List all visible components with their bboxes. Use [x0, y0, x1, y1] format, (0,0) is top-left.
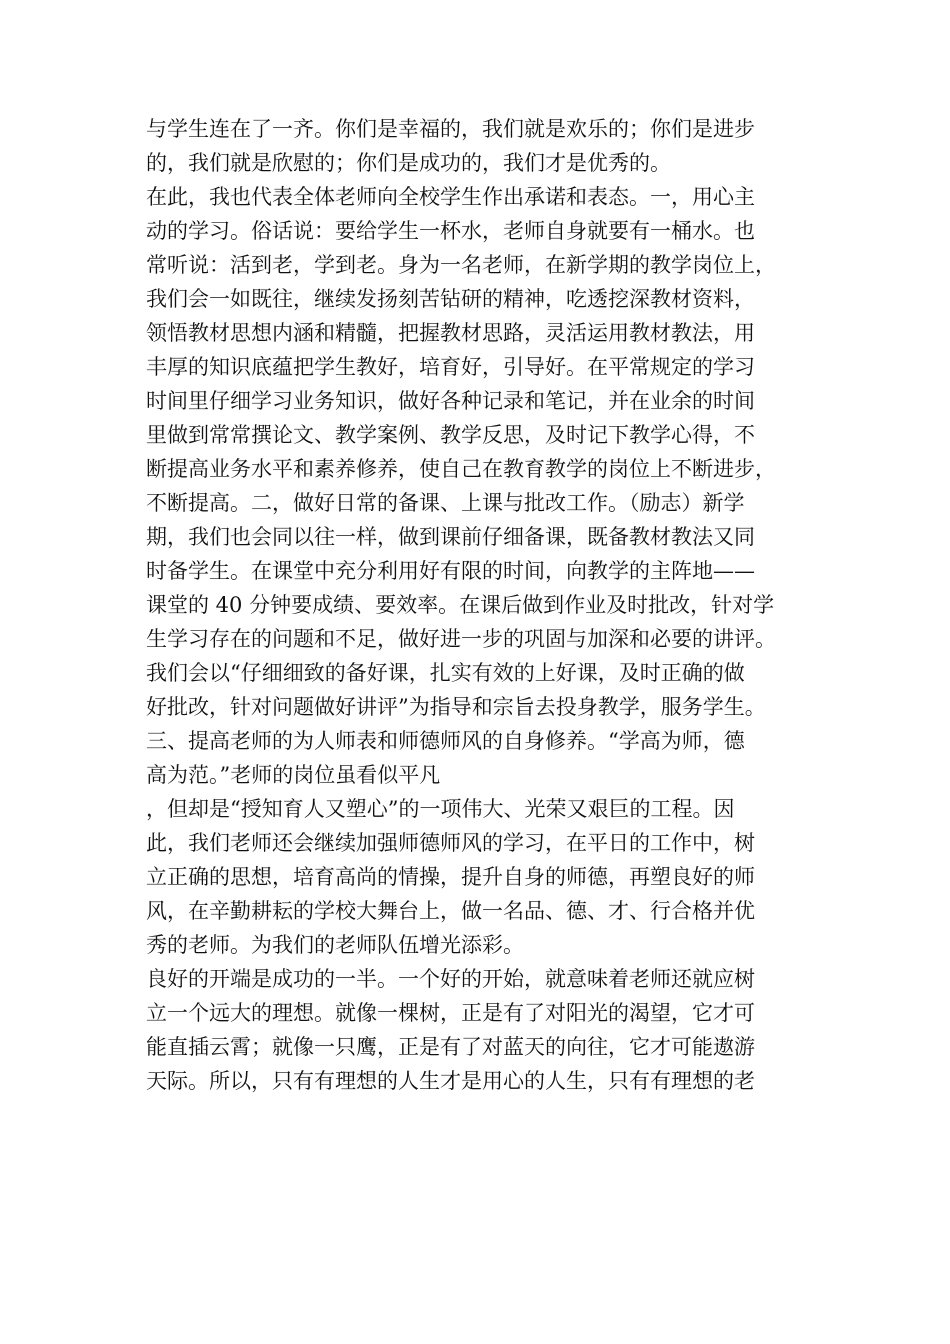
text-line: 丰厚的知识底蕴把学生教好，培育好，引导好。在平常规定的学习 [146, 355, 755, 379]
text-line: 的，我们就是欣慰的；你们是成功的，我们才是优秀的。 [146, 151, 671, 175]
text-line: 三、提高老师的为人师表和师德师风的自身修养。“学高为师，德 [146, 729, 745, 753]
text-line: 断提高业务水平和素养修养，使自己在教育教学的岗位上不断进步， [146, 457, 776, 481]
text-line: ，但却是“授知育人又塑心”的一项伟大、光荣又艰巨的工程。因 [146, 797, 735, 821]
text-line: 里做到常常撰论文、教学案例、教学反思，及时记下教学心得，不 [146, 423, 755, 447]
text-line: 我们会一如既往，继续发扬刻苦钻研的精神，吃透挖深教材资料， [146, 287, 755, 311]
text-line: 常听说：活到老，学到老。身为一名老师，在新学期的教学岗位上， [146, 253, 776, 277]
text-line: 我们会以“仔细细致的备好课，扎实有效的上好课，及时正确的做 [146, 661, 745, 685]
text-line: 良好的开端是成功的一半。一个好的开始，就意味着老师还就应树 [146, 967, 755, 991]
text-line: 立正确的思想，培育高尚的情操，提升自身的师德，再塑良好的师 [146, 865, 755, 889]
text-line: 时间里仔细学习业务知识，做好各种记录和笔记，并在业余的时间 [146, 389, 755, 413]
text-line: 在此，我也代表全体老师向全校学生作出承诺和表态。一，用心主 [146, 185, 755, 209]
text-line: 此，我们老师还会继续加强师德师风的学习，在平日的工作中，树 [146, 831, 755, 855]
text-line: 时备学生。在课堂中充分利用好有限的时间，向教学的主阵地—— [146, 559, 755, 583]
text-line: 领悟教材思想内涵和精髓，把握教材思路，灵活运用教材教法，用 [146, 321, 755, 345]
text-line: 高为范。”老师的岗位虽看似平凡 [146, 763, 441, 787]
text-line: 秀的老师。为我们的老师队伍增光添彩。 [146, 933, 524, 957]
text-line: 风，在辛勤耕耘的学校大舞台上，做一名品、德、才、行合格并优 [146, 899, 755, 923]
text-line: 立一个远大的理想。就像一棵树，正是有了对阳光的渴望，它才可 [146, 1001, 755, 1025]
body-text [146, 112, 816, 1098]
text-line: 动的学习。俗话说：要给学生一杯水，老师自身就要有一桶水。也 [146, 219, 755, 243]
text-line: 课堂的 40 分钟要成绩、要效率。在课后做到作业及时批改，针对学 [146, 593, 775, 617]
text-line: 好批改，针对问题做好讲评”为指导和宗旨去投身教学，服务学生。 [146, 695, 766, 719]
text-line: 天际。所以，只有有理想的人生才是用心的人生，只有有理想的老 [146, 1069, 755, 1093]
text-line: 生学习存在的问题和不足，做好进一步的巩固与加深和必要的讲评。 [146, 627, 776, 651]
text-line: 能直插云霄；就像一只鹰，正是有了对蓝天的向往，它才可能遨游 [146, 1035, 755, 1059]
text-line: 不断提高。二，做好日常的备课、上课与批改工作。（励志）新学 [146, 491, 745, 515]
text-line: 与学生连在了一齐。你们是幸福的，我们就是欢乐的；你们是进步 [146, 117, 755, 141]
text-line: 期，我们也会同以往一样，做到课前仔细备课，既备教材教法又同 [146, 525, 755, 549]
